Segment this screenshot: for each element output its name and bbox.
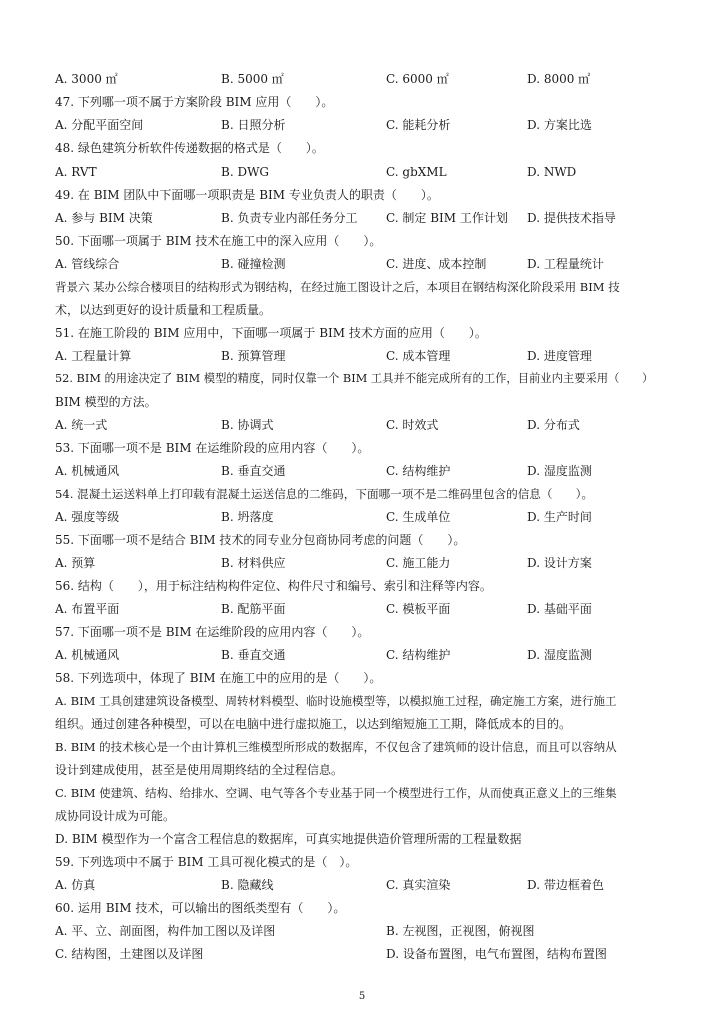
q46-option-b: B. 5000 ㎡ [221, 72, 284, 86]
q55-question: 55. 下面哪一项不是结合 BIM 技术的同专业分包商协同考虑的问题（ ）。 [55, 533, 466, 547]
q59-question: 59. 下列选项中不属于 BIM 工具可视化模式的是（ ）。 [55, 855, 358, 869]
background6-line2: 术，以达到更好的设计质量和工程质量。 [55, 303, 272, 317]
q50-options-row [55, 254, 670, 274]
q46-option-c: C. 6000 ㎡ [386, 72, 449, 86]
q46-option-d: D. 8000 ㎡ [527, 72, 591, 86]
q47-option-b: B. 日照分析 [221, 118, 286, 132]
q50-question: 50. 下面哪一项属于 BIM 技术在施工中的深入应用（ ）。 [55, 234, 382, 248]
q58-option-c-line2: 成协同设计成为可能。 [55, 809, 176, 823]
q60-option-b: B. 左视图，正视图，俯视图 [386, 924, 535, 938]
q51-option-a: A. 工程量计算 [55, 349, 132, 363]
q49-option-a: A. 参与 BIM 决策 [55, 211, 153, 225]
q50-option-d: D. 工程量统计 [527, 257, 604, 271]
page-number: 5 [358, 991, 366, 1002]
q51-option-b: B. 预算管理 [221, 349, 286, 363]
q57-option-c: C. 结构维护 [386, 648, 451, 662]
q58-option-a-line2: 组织。通过创建各种模型，可以在电脑中进行虚拟施工，以达到缩短施工工期，降低成本的目的。 [55, 717, 572, 731]
q58-option-b-line1: B. BIM 的技术核心是一个由计算机三维模型所形成的数据库，不仅包含了建筑师的设计信息，而且可以容纳从 [55, 740, 617, 754]
q52-question-line1: 52. BIM 的用途决定了 BIM 模型的精度，同时仅靠一个 BIM 工具并不能完成所有的工作，目前业内主要采用（ ） [55, 372, 654, 385]
q50-option-a: A. 管线综合 [55, 257, 120, 271]
q59-option-a: A. 仿真 [55, 878, 96, 892]
q52-option-b: B. 协调式 [221, 418, 274, 432]
q57-question: 57. 下面哪一项不是 BIM 在运维阶段的应用内容（ ）。 [55, 625, 370, 639]
q59-option-b: B. 隐藏线 [221, 878, 274, 892]
q58-option-c-line1: C. BIM 使建筑、结构、给排水、空调、电气等各个专业基于同一个模型进行工作，从而使真正意义上的三维集 [55, 786, 617, 800]
q57-option-b: B. 垂直交通 [221, 648, 286, 662]
q57-option-a: A. 机械通风 [55, 648, 120, 662]
q53-question: 53. 下面哪一项不是 BIM 在运维阶段的应用内容（ ）。 [55, 441, 370, 455]
q55-option-d: D. 设计方案 [527, 556, 592, 570]
q49-options-row [55, 208, 670, 228]
q49-question: 49. 在 BIM 团队中下面哪一项职责是 BIM 专业负责人的职责（ ）。 [55, 188, 439, 202]
q46-options-row [55, 69, 670, 89]
q55-option-c: C. 施工能力 [386, 556, 451, 570]
q60-question: 60. 运用 BIM 技术，可以输出的图纸类型有（ ）。 [55, 901, 346, 915]
q53-option-a: A. 机械通风 [55, 464, 120, 478]
q54-option-a: A. 强度等级 [55, 510, 120, 524]
q51-question: 51. 在施工阶段的 BIM 应用中，下面哪一项属于 BIM 技术方面的应用（ ）。 [55, 326, 487, 340]
q60-options-row-2 [55, 944, 670, 964]
q53-option-d: D. 湿度监测 [527, 464, 592, 478]
q58-question: 58. 下列选项中，体现了 BIM 在施工中的应用的是（ ）。 [55, 671, 382, 685]
q49-option-c: C. 制定 BIM 工作计划 [386, 211, 508, 225]
q53-option-b: B. 垂直交通 [221, 464, 286, 478]
q54-options-row [55, 507, 670, 527]
q47-option-c: C. 能耗分析 [386, 118, 451, 132]
q60-option-a: A. 平、立、剖面图，构件加工图以及详图 [55, 924, 276, 938]
q47-question: 47. 下列哪一项不属于方案阶段 BIM 应用（ ）。 [55, 95, 334, 109]
q54-option-c: C. 生成单位 [386, 510, 451, 524]
q59-option-c: C. 真实渲染 [386, 878, 451, 892]
q55-option-a: A. 预算 [55, 556, 96, 570]
q55-option-b: B. 材料供应 [221, 556, 286, 570]
background6-line1: 背景六 某办公综合楼项目的结构形式为钢结构，在经过施工图设计之后，本项目在钢结构深化阶段采用 BIM 技 [55, 280, 620, 294]
q47-option-a: A. 分配平面空间 [55, 118, 144, 132]
q54-question: 54. 混凝土运送料单上打印载有混凝土运送信息的二维码，下面哪一项不是二维码里包含的信息（ ）。 [55, 487, 594, 501]
q60-options-row-1 [55, 921, 670, 941]
q56-option-c: C. 模板平面 [386, 602, 451, 616]
q53-options-row [55, 461, 670, 481]
q48-options-row [55, 162, 670, 182]
q58-option-b-line2: 设计到建成使用，甚至是使用周期终结的全过程信息。 [55, 763, 344, 777]
q48-option-c: C. gbXML [386, 165, 447, 179]
q48-option-a: A. RVT [55, 165, 97, 179]
q54-option-b: B. 坍落度 [221, 510, 274, 524]
q48-option-d: D. NWD [527, 165, 577, 179]
q56-option-b: B. 配筋平面 [221, 602, 286, 616]
q52-question-line2: BIM 模型的方法。 [55, 395, 157, 409]
q49-option-d: D. 提供技术指导 [527, 211, 616, 225]
q52-options-row [55, 415, 670, 435]
q56-option-a: A. 布置平面 [55, 602, 120, 616]
q52-option-d: D. 分布式 [527, 418, 580, 432]
q60-option-d: D. 设备布置图，电气布置图，结构布置图 [386, 947, 607, 961]
q51-option-d: D. 进度管理 [527, 349, 592, 363]
q48-question: 48. 绿色建筑分析软件传递数据的格式是（ ）。 [55, 141, 324, 155]
q60-option-c: C. 结构图，土建图以及详图 [55, 947, 204, 961]
q50-option-b: B. 碰撞检测 [221, 257, 286, 271]
q51-options-row [55, 346, 670, 366]
q51-option-c: C. 成本管理 [386, 349, 451, 363]
q53-option-c: C. 结构维护 [386, 464, 451, 478]
q47-option-d: D. 方案比选 [527, 118, 592, 132]
q54-option-d: D. 生产时间 [527, 510, 592, 524]
q50-option-c: C. 进度、成本控制 [386, 257, 487, 271]
q59-option-d: D. 带边框着色 [527, 878, 604, 892]
q52-option-c: C. 时效式 [386, 418, 439, 432]
q47-options-row [55, 115, 670, 135]
q56-question: 56. 结构（ ），用于标注结构构件定位、构件尺寸和编号、索引和注释等内容。 [55, 579, 492, 593]
q49-option-b: B. 负责专业内部任务分工 [221, 211, 358, 225]
q57-options-row [55, 645, 670, 665]
q55-options-row [55, 553, 670, 573]
q57-option-d: D. 湿度监测 [527, 648, 592, 662]
q59-options-row [55, 875, 670, 895]
q46-option-a: A. 3000 ㎡ [55, 72, 118, 86]
q56-option-d: D. 基础平面 [527, 602, 592, 616]
q56-options-row [55, 599, 670, 619]
q52-option-a: A. 统一式 [55, 418, 108, 432]
q58-option-d: D. BIM 模型作为一个富含工程信息的数据库，可真实地提供造价管理所需的工程量数据 [55, 832, 522, 846]
q58-option-a-line1: A. BIM 工具创建建筑设备模型、周转材料模型、临时设施模型等，以模拟施工过程，确定施工方案，进行施工 [55, 694, 617, 708]
q48-option-b: B. DWG [221, 165, 269, 179]
